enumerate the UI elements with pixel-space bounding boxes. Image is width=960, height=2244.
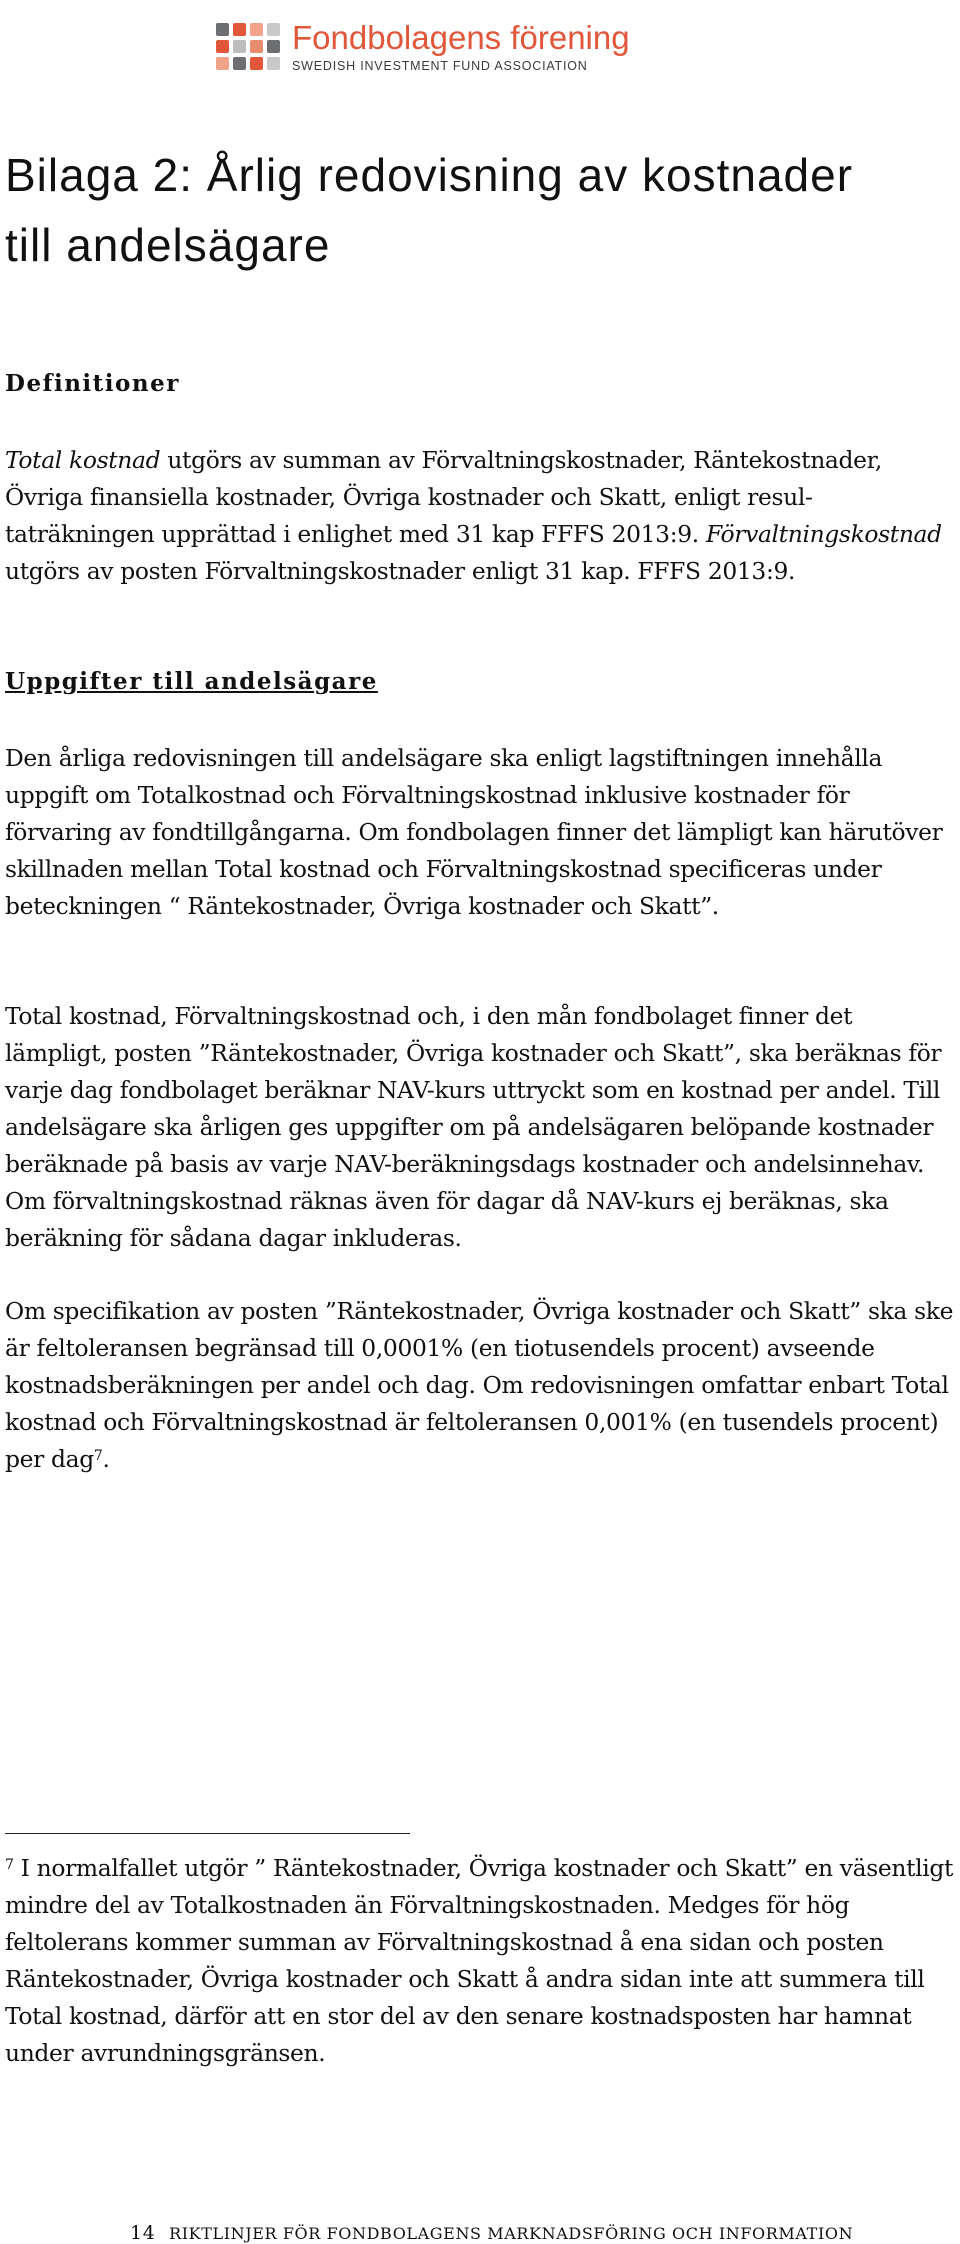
logo-tile: [233, 40, 246, 53]
definitions-paragraph: [5, 442, 955, 590]
logo-tile: [216, 57, 229, 70]
footnote: [5, 1850, 955, 2072]
definitions-heading: Definitioner: [5, 370, 180, 397]
logo-text: [292, 19, 630, 73]
logo-tile: [233, 23, 246, 36]
footnote-text: I normalfallet utgör ” Räntekostnader, Övriga kostnader och Skatt” en väsentligt mindre del av Totalkostnaden än Förvaltningskostnaden. Medges för hög feltolerans kommer summan av Förvaltningskostnad å ena sidan och posten Räntekostnader, Övriga kostnader och Skatt å andra sidan inte att summera till Total kostnad, därför att en stor del av den senare kostnadsposten har hamnat under avrundningsgränsen.: [5, 1854, 954, 2067]
logo-tile: [250, 40, 263, 53]
definition-total-kostnad: utgörs av summan av Förvaltningskostnader, Räntekostnader, Övriga finansiella kostnader, Övriga kostnader och Skatt, enligt resul-taträkningen upprättad i enlighet med 31 kap FFFS 2013:9.: [5, 446, 882, 548]
page-title: Bilaga 2: Årlig redovisning av kostnader till andelsägare: [5, 149, 854, 271]
term-total-kostnad: Total kostnad: [5, 446, 161, 474]
info-paragraph-3-end: .: [102, 1445, 110, 1473]
info-heading: Uppgifter till andelsägare: [5, 668, 378, 695]
footnote-number: 7: [5, 1856, 14, 1873]
logo-tile: [250, 23, 263, 36]
term-forvaltningskostnad: Förvaltningskostnad: [705, 520, 942, 548]
logo-tile: [250, 57, 263, 70]
logo-tile: [267, 57, 280, 70]
logo-tile: [267, 23, 280, 36]
info-paragraph-2: Total kostnad, Förvaltningskostnad och, i den mån fondbolaget finner det lämpligt, posten ”Räntekostnader, Övriga kostnader och Skatt”, ska beräknas för varje dag fondbolaget beräknar NAV-kurs uttryckt som en kostnad per andel. Till andelsägare ska årligen ges uppgifter om på andelsägaren belöpande kostnader beräknade på basis av varje NAV-beräkningsdags kostnader och andelsinnehav. Om förvaltningskostnad räknas även för dagar då NAV-kurs ej beräknas, ska beräkning för sådana dagar inkluderas.: [5, 1002, 942, 1252]
definition-forvaltningskostnad: utgörs av posten Förvaltningskostnader enligt 31 kap. FFFS 2013:9.: [5, 557, 796, 585]
logo-tile: [233, 57, 246, 70]
info-paragraph-3: [5, 1293, 955, 1478]
logo-tile: [216, 40, 229, 53]
association-logo: [216, 0, 630, 92]
logo-tile: [267, 40, 280, 53]
footnote-reference[interactable]: 7: [93, 1447, 103, 1464]
logo-tile-grid-icon: [216, 23, 280, 70]
footer-text: RIKTLINJER FÖR FONDBOLAGENS MARKNADSFÖRING OCH INFORMATION: [169, 2224, 854, 2243]
info-paragraph-3-text: Om specifikation av posten ”Räntekostnader, Övriga kostnader och Skatt” ska ske är feltoleransen begränsad till 0,0001% (en tiotusendels procent) avseende kostnadsberäkningen per andel och dag. Om redovisningen omfattar enbart Total kostnad och Förvaltningskostnad är feltoleransen 0,001% (en tusendels procent) per dag: [5, 1297, 954, 1473]
logo-subtitle: SWEDISH INVESTMENT FUND ASSOCIATION: [292, 59, 588, 73]
info-paragraph-1: Den årliga redovisningen till andelsägare ska enligt lagstiftningen innehålla uppgift om Totalkostnad och Förvaltningskostnad inklusive kostnader för förvaring av fondtillgångarna. Om fondbolagen finner det lämpligt kan härutöver skillnaden mellan Total kostnad och Förvaltningskostnad specificeras under beteckningen “ Räntekostnader, Övriga kostnader och Skatt”.: [5, 744, 943, 920]
logo-name: Fondbolagens förening: [292, 19, 630, 56]
footnote-divider: [5, 1833, 410, 1834]
logo-tile: [216, 23, 229, 36]
page-number: 14: [130, 2222, 156, 2244]
